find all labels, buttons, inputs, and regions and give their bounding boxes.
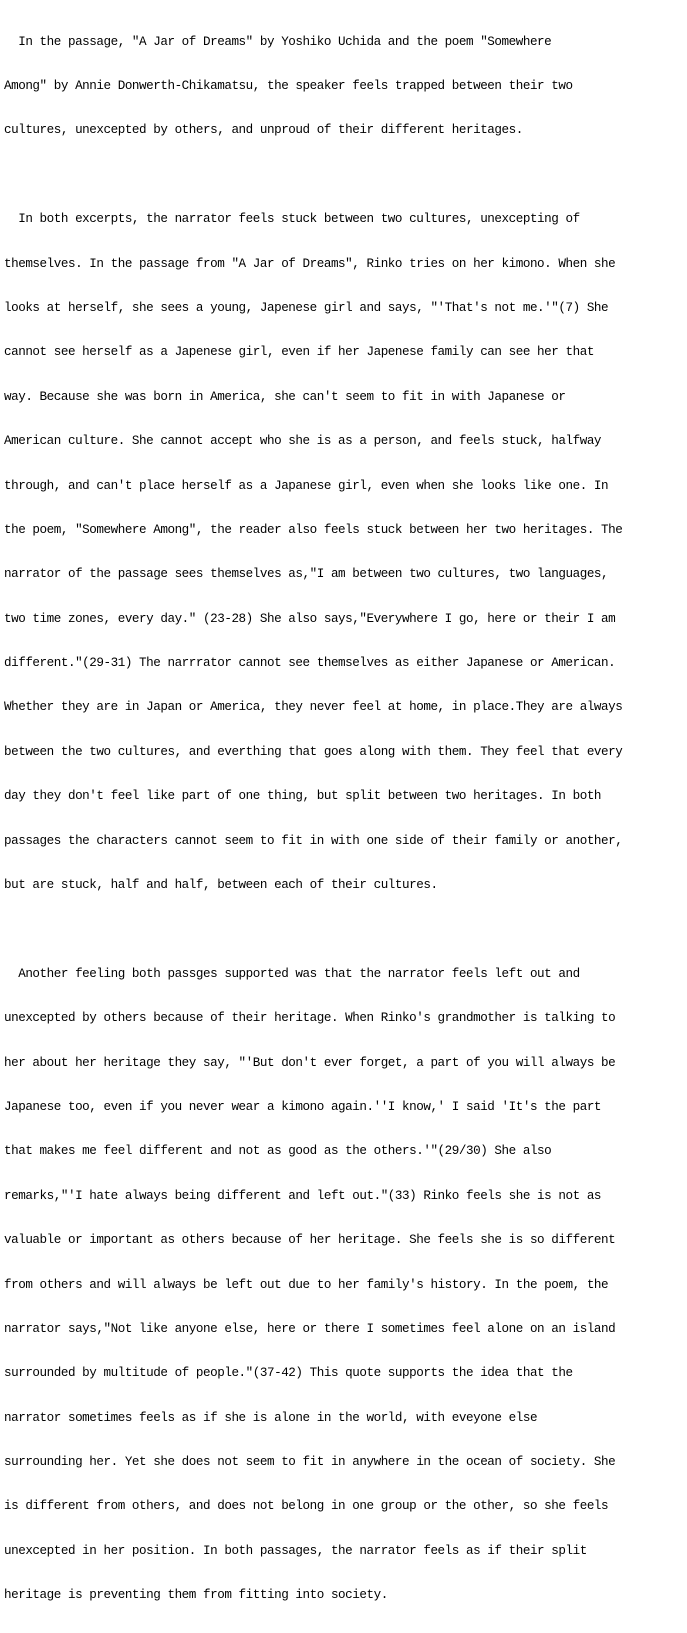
text-line: Japanese too, even if you never wear a kimono again.''I know,' I said 'It's the part — [4, 1099, 602, 1114]
text-line: Another feeling both passges supported was that the narrator feels left out and — [4, 966, 580, 981]
text-line: remarks,"'I hate always being different and left out."(33) Rinko feels she is not as — [4, 1188, 602, 1203]
text-line: cannot see herself as a Japenese girl, even if her Japenese family can see her that — [4, 345, 594, 360]
text-line: American culture. She cannot accept who she is as a person, and feels stuck, halfway — [4, 434, 602, 449]
essay-document — [4, 5, 684, 1633]
text-line: cultures, unexcepted by others, and unproud of their different heritages. — [4, 123, 523, 138]
text-line: narrator sometimes feels as if she is alone in the world, with eveyone else — [4, 1410, 538, 1425]
text-line: looks at herself, she sees a young, Japenese girl and says, "'That's not me.'"(7) She — [4, 300, 609, 315]
text-line: unexcepted in her position. In both passages, the narrator feels as if their split — [4, 1543, 587, 1558]
text-line: Among" by Annie Donwerth-Chikamatsu, the speaker feels trapped between their two — [4, 78, 573, 93]
text-line: unexcepted by others because of their heritage. When Rinko's grandmother is talking to — [4, 1011, 616, 1026]
text-line: In both excerpts, the narrator feels stuck between two cultures, unexcepting of — [4, 212, 580, 227]
text-line: Whether they are in Japan or America, they never feel at home, in place.They are always — [4, 700, 623, 715]
text-line: is different from others, and does not belong in one group or the other, so she feels — [4, 1499, 609, 1514]
text-line: surrounding her. Yet she does not seem to fit in anywhere in the ocean of society. She — [4, 1455, 616, 1470]
text-line: passages the characters cannot seem to fit in with one side of their family or another, — [4, 833, 623, 848]
text-line: that makes me feel different and not as good as the others.'"(29/30) She also — [4, 1144, 552, 1159]
text-line: but are stuck, half and half, between each of their cultures. — [4, 878, 438, 893]
text-line: In the passage, "A Jar of Dreams" by Yoshiko Uchida and the poem "Somewhere — [4, 34, 552, 49]
text-line: the poem, "Somewhere Among", the reader also feels stuck between her two heritages. The — [4, 522, 623, 537]
text-line: between the two cultures, and everthing that goes along with them. They feel that every — [4, 744, 623, 759]
text-line: valuable or important as others because of her heritage. She feels she is so different — [4, 1233, 616, 1248]
text-line: her about her heritage they say, "'But don't ever forget, a part of you will always be — [4, 1055, 616, 1070]
text-line: narrator of the passage sees themselves as,"I am between two cultures, two languages, — [4, 567, 609, 582]
text-line: themselves. In the passage from "A Jar of Dreams", Rinko tries on her kimono. When she — [4, 256, 616, 271]
text-line: different."(29-31) The narrrator cannot see themselves as either Japanese or American. — [4, 656, 616, 671]
body-paragraph-2 — [4, 937, 684, 1632]
text-line: two time zones, every day." (23-28) She also says,"Everywhere I go, here or their I am — [4, 611, 616, 626]
text-line: way. Because she was born in America, she can't seem to fit in with Japanese or — [4, 389, 566, 404]
text-line: day they don't feel like part of one thing, but split between two heritages. In both — [4, 789, 602, 804]
intro-paragraph — [4, 5, 684, 168]
text-line: from others and will always be left out due to her family's history. In the poem, the — [4, 1277, 609, 1292]
text-line: narrator says,"Not like anyone else, here or there I sometimes feel alone on an island — [4, 1321, 616, 1336]
text-line: through, and can't place herself as a Japanese girl, even when she looks like one. In — [4, 478, 609, 493]
body-paragraph-1 — [4, 183, 684, 923]
text-line: heritage is preventing them from fitting into society. — [4, 1588, 388, 1603]
text-line: surrounded by multitude of people."(37-42) This quote supports the idea that the — [4, 1366, 573, 1381]
